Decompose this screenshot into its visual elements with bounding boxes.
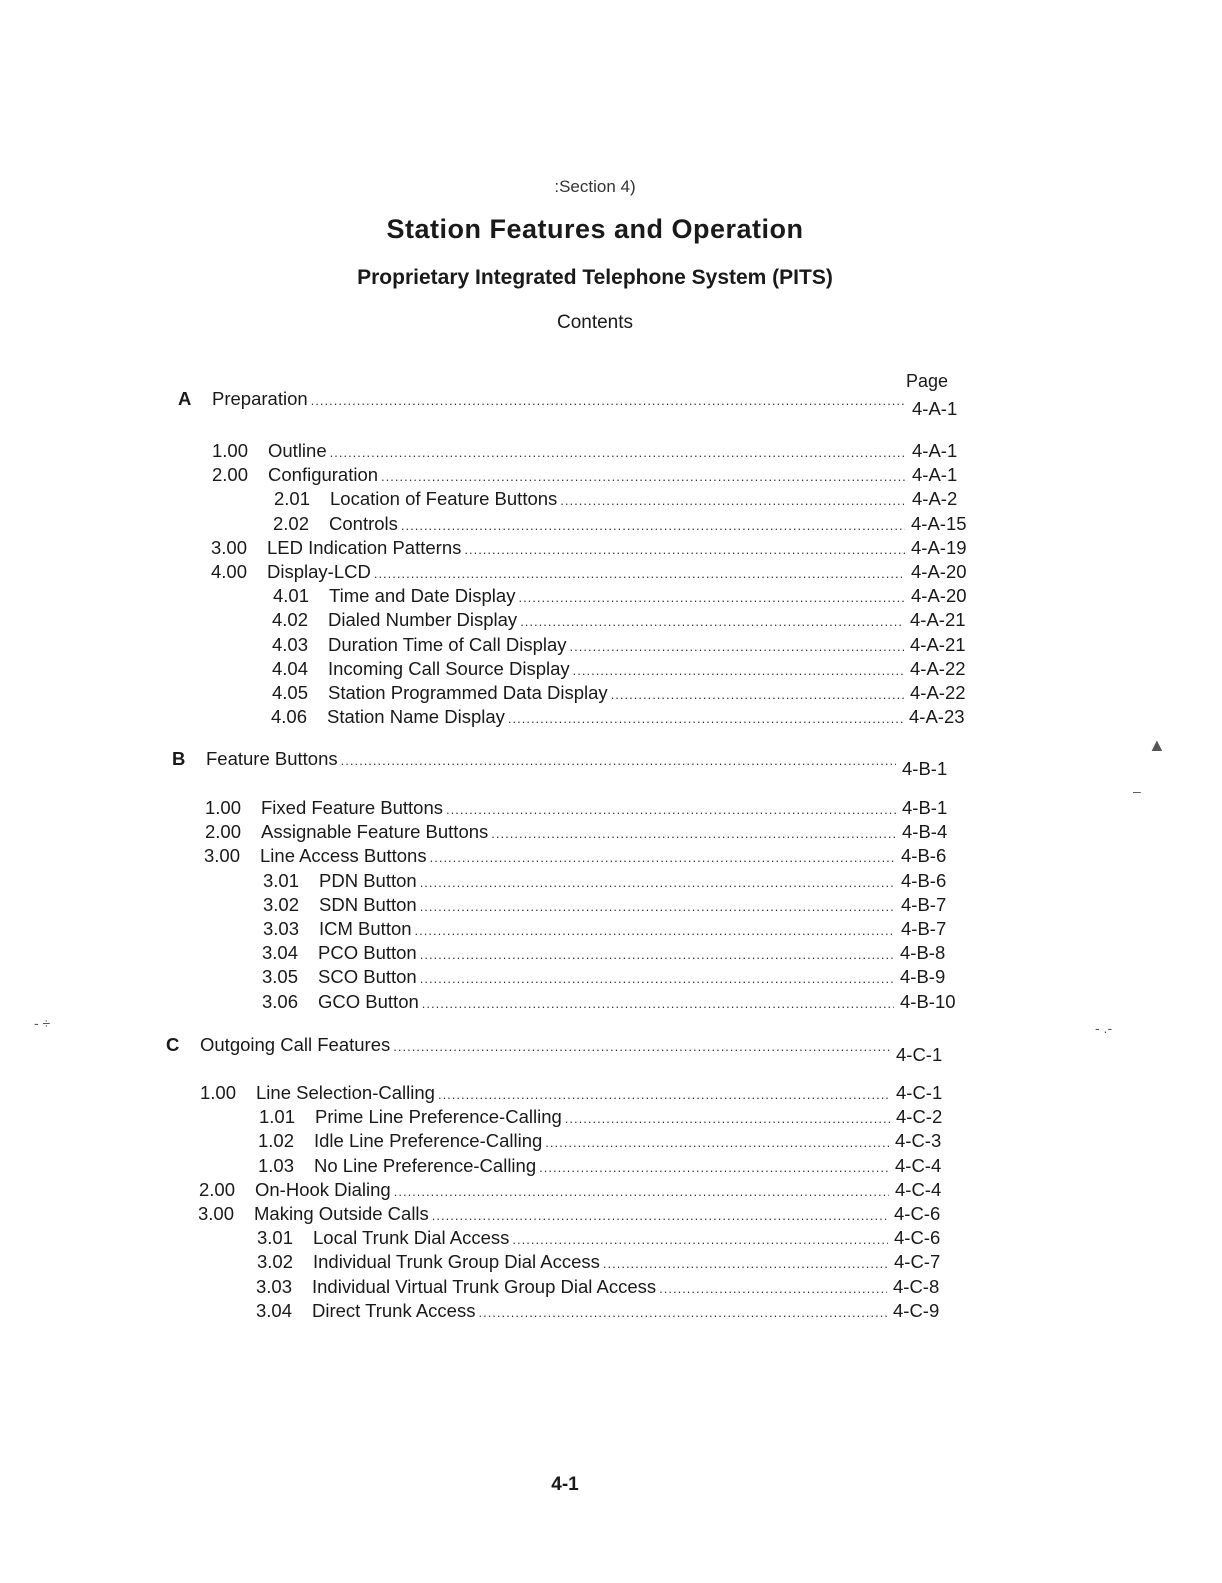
dot-leader (432, 1205, 888, 1227)
entry-number: 4.04 (272, 657, 309, 679)
dot-leader (659, 1278, 887, 1300)
entry-label: Time and Date Display (329, 585, 516, 607)
page-ref: 4-B-4 (902, 821, 948, 843)
page-ref: 4-C-6 (894, 1203, 941, 1224)
entry-number: 1.00 (205, 797, 242, 818)
entry-label: Individual Virtual Trunk Group Dial Access (312, 1275, 657, 1297)
entry-label: Station Name Display (327, 706, 505, 728)
page-ref: 4-A-23 (909, 706, 965, 728)
toc-entry (205, 821, 966, 845)
toc-entry (258, 1130, 959, 1154)
entry-number: 4.05 (272, 682, 309, 703)
entry-number: 2.00 (205, 821, 242, 843)
entry-label: Outline (268, 440, 327, 461)
entry-label: Location of Feature Buttons (330, 488, 558, 510)
entry-number: 3.06 (262, 990, 299, 1012)
entry-number: 4.06 (271, 706, 308, 728)
dot-leader (570, 636, 904, 658)
toc-entry (211, 537, 975, 561)
page-ref: 4-C-4 (895, 1154, 942, 1176)
toc-entry (256, 1276, 957, 1300)
section-title: Preparation (212, 388, 308, 409)
section-heading-a (178, 388, 976, 419)
page-ref: 4-C-6 (894, 1227, 941, 1249)
page-ref: 4-C-4 (895, 1178, 942, 1200)
entry-label: Station Programmed Data Display (328, 682, 608, 703)
entry-number: 1.03 (258, 1154, 295, 1176)
dot-leader (478, 1302, 887, 1324)
dot-leader (512, 1229, 888, 1251)
entry-number: 2.02 (273, 512, 310, 534)
dot-leader (374, 563, 905, 585)
page-ref: 4-B-6 (901, 869, 947, 891)
entry-number: 2.01 (274, 488, 311, 510)
dot-leader (518, 587, 905, 609)
page-ref: 4-A-22 (910, 682, 966, 703)
scan-mark: – (1133, 783, 1141, 799)
dot-leader (508, 708, 903, 730)
page-ref: 4-B-6 (901, 845, 947, 867)
toc-entry (257, 1251, 958, 1275)
dot-leader (401, 515, 905, 537)
entry-label: Idle Line Preference-Calling (314, 1130, 543, 1152)
page-ref: 4-C-9 (893, 1299, 940, 1321)
page-ref: 4-B-8 (900, 942, 946, 964)
toc-entry (199, 1179, 959, 1203)
dot-leader (560, 490, 906, 512)
entry-number: 3.00 (198, 1203, 235, 1224)
dot-leader (420, 872, 895, 894)
entry-number: 3.01 (263, 869, 300, 891)
dot-leader (420, 896, 895, 918)
scan-mark: ▲ (1148, 735, 1166, 755)
toc-entry (198, 1203, 958, 1227)
entry-number: 4.03 (272, 633, 309, 655)
toc-entry (212, 440, 976, 464)
section-letter: B (172, 748, 186, 769)
entry-label: SCO Button (318, 966, 417, 988)
dot-leader (539, 1157, 889, 1179)
page-ref: 4-C-8 (893, 1275, 940, 1297)
page-ref: 4-B-1 (902, 758, 948, 779)
dot-leader (422, 993, 894, 1015)
dot-leader (611, 684, 904, 706)
page-ref: 4-A-15 (911, 512, 967, 534)
toc-entry (262, 942, 964, 966)
page-ref: 4-C-3 (895, 1130, 942, 1152)
scan-mark: - .- (1095, 1020, 1113, 1036)
entry-label: Individual Trunk Group Dial Access (313, 1251, 600, 1273)
entry-label: Fixed Feature Buttons (261, 797, 444, 818)
dot-leader (438, 1084, 890, 1106)
entry-label: Line Selection-Calling (256, 1082, 435, 1103)
entry-number: 4.01 (273, 585, 310, 607)
entry-number: 2.00 (212, 464, 249, 486)
dot-leader (415, 920, 895, 942)
toc-entry (258, 1155, 959, 1179)
page-ref: 4-B-10 (900, 990, 956, 1012)
dot-leader (381, 466, 906, 488)
toc-entry (257, 1227, 958, 1251)
toc-entry (256, 1300, 957, 1324)
page-ref: 4-A-22 (910, 657, 966, 679)
page-ref: 4-B-9 (900, 966, 946, 988)
section-title: Feature Buttons (206, 748, 338, 769)
entry-label: Prime Line Preference-Calling (315, 1106, 562, 1128)
toc-entry (262, 966, 964, 990)
toc-entry (200, 1082, 960, 1106)
entry-number: 3.02 (263, 893, 300, 915)
dot-leader (420, 968, 894, 990)
toc-entry (211, 561, 975, 585)
entry-number: 2.00 (199, 1178, 236, 1200)
page-ref: 4-C-1 (896, 1044, 943, 1065)
entry-label: Direct Trunk Access (312, 1299, 476, 1321)
entry-label: GCO Button (318, 990, 419, 1012)
entry-number: 3.02 (257, 1251, 294, 1273)
section-heading-c (166, 1034, 960, 1065)
toc-entry (262, 991, 964, 1015)
entry-label: Controls (329, 512, 398, 534)
section-letter: A (178, 388, 192, 409)
toc-entry (271, 706, 973, 730)
dot-leader (393, 1036, 890, 1058)
dot-leader (464, 539, 905, 561)
toc-entry (204, 845, 965, 869)
entry-label: Incoming Call Source Display (328, 657, 570, 679)
entry-number: 3.03 (263, 918, 300, 939)
section-heading-b (172, 748, 966, 779)
section-letter: C (166, 1034, 180, 1055)
entry-label: ICM Button (319, 918, 412, 939)
entry-number: 4.00 (211, 561, 248, 582)
dot-leader (430, 847, 895, 869)
toc-entry (272, 634, 974, 658)
scan-mark: - ÷ (34, 1015, 51, 1031)
entry-number: 3.04 (256, 1299, 293, 1321)
toc-entry (272, 658, 974, 682)
page-ref: 4-A-21 (910, 633, 966, 655)
entry-number: 3.04 (262, 942, 299, 964)
entry-label: PCO Button (318, 942, 417, 964)
page-ref: 4-A-21 (910, 609, 966, 631)
entry-number: 1.00 (200, 1082, 237, 1103)
toc-entry (259, 1106, 960, 1130)
entry-label: LED Indication Patterns (267, 536, 462, 558)
entry-label: Display-LCD (267, 561, 371, 582)
entry-label: Making Outside Calls (254, 1203, 429, 1224)
dot-leader (491, 823, 896, 845)
entry-label: Assignable Feature Buttons (261, 821, 489, 843)
toc-entry (205, 797, 966, 821)
dot-leader (341, 750, 896, 772)
entry-number: 3.01 (257, 1227, 294, 1249)
entry-label: SDN Button (319, 893, 417, 915)
entry-number: 3.03 (256, 1275, 293, 1297)
page-ref: 4-A-20 (911, 585, 967, 607)
dot-leader (446, 799, 896, 821)
entry-label: No Line Preference-Calling (314, 1154, 537, 1176)
page-title: Station Features and Operation (386, 214, 804, 244)
toc-entry (273, 513, 975, 537)
contents-heading: Contents (556, 312, 634, 333)
entry-label: Line Access Buttons (260, 845, 427, 867)
page-subtitle: Proprietary Integrated Telephone System (PITS) (357, 266, 833, 289)
dot-leader (565, 1108, 890, 1130)
toc-entry (212, 464, 976, 488)
page-ref: 4-A-20 (911, 561, 967, 582)
entry-label: Duration Time of Call Display (328, 633, 567, 655)
toc-entry (274, 488, 976, 512)
dot-leader (573, 660, 904, 682)
entry-label: Dialed Number Display (328, 609, 518, 631)
entry-number: 4.02 (272, 609, 309, 631)
dot-leader (420, 944, 894, 966)
page-ref: 4-C-2 (896, 1106, 943, 1128)
section-title: Outgoing Call Features (200, 1034, 391, 1055)
entry-label: On-Hook Dialing (255, 1178, 391, 1200)
section-label: :Section 4) (554, 177, 636, 196)
toc-entry (272, 609, 974, 633)
entry-number: 1.02 (258, 1130, 295, 1152)
page-ref: 4-B-7 (901, 893, 947, 915)
toc-entry (263, 894, 965, 918)
page-ref: 4-A-1 (912, 464, 958, 486)
page-ref: 4-A-1 (912, 398, 958, 419)
entry-label: Configuration (268, 464, 379, 486)
entry-number: 3.05 (262, 966, 299, 988)
dot-leader (520, 611, 904, 633)
dot-leader (545, 1132, 889, 1154)
dot-leader (394, 1181, 889, 1203)
entry-number: 3.00 (211, 536, 248, 558)
entry-label: Local Trunk Dial Access (313, 1227, 510, 1249)
dot-leader (330, 442, 906, 464)
entry-number: 1.01 (259, 1106, 296, 1128)
page-ref: 4-C-1 (896, 1082, 943, 1103)
entry-label: PDN Button (319, 869, 417, 891)
page-ref: 4-C-7 (894, 1251, 941, 1273)
entry-number: 1.00 (212, 440, 249, 461)
toc-entry (263, 870, 965, 894)
page-ref: 4-A-19 (911, 536, 967, 558)
page-column-heading: Page (906, 371, 949, 391)
page-number: 4-1 (551, 1474, 579, 1495)
toc-entry (272, 682, 974, 706)
page-ref: 4-A-1 (912, 440, 958, 461)
page-ref: 4-A-2 (912, 488, 958, 510)
entry-number: 3.00 (204, 845, 241, 867)
toc-entry (273, 585, 975, 609)
toc-entry (263, 918, 965, 942)
page-ref: 4-B-1 (902, 797, 948, 818)
page-ref: 4-B-7 (901, 918, 947, 939)
dot-leader (603, 1253, 888, 1275)
dot-leader (311, 390, 906, 412)
